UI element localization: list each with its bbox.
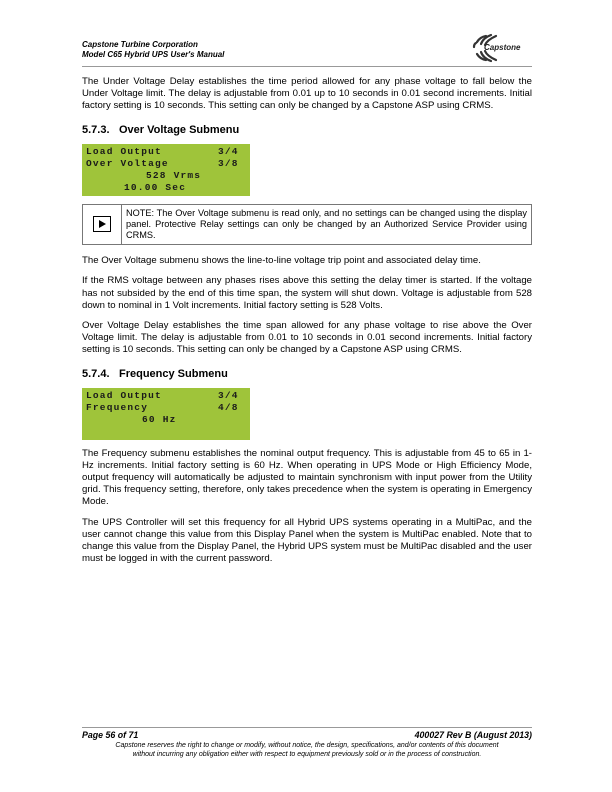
lcd-row: 10.00 Sec <box>124 181 187 193</box>
section-heading-frequency <box>82 368 532 380</box>
section-title: Over Voltage Submenu <box>119 123 240 136</box>
footer-rule <box>82 727 532 728</box>
body-paragraph: The Frequency submenu establishes the nominal output frequency. This is adjustable from 45 to 65 in 1-Hz increments. Initial factory setting is 60 Hz. When operating in UPS Mode or High Efficiency Mode, output frequency will automatically be adjusted to maintain synchronism with input power from the Utility grid. This frequency setting, therefore, only takes precedence when the system is operating in Emergency Mode. <box>82 447 532 508</box>
page-footer <box>82 730 532 740</box>
body-paragraph: The Over Voltage submenu shows the line-to-line voltage trip point and associated delay time. <box>82 255 481 267</box>
page-body <box>82 76 532 573</box>
page-header <box>82 40 532 60</box>
document-revision: 400027 Rev B (August 2013) <box>414 730 532 740</box>
capstone-logo <box>470 32 532 64</box>
intro-paragraph: The Under Voltage Delay establishes the time period allowed for any phase voltage to fall below the Under Voltage limit. The delay is adjustable from 0.01 up to 10 seconds in 0.01 second increments. Initial factory setting is 10 seconds. This setting can only be changed by a Capstone ASP using CRMS. <box>82 76 532 112</box>
lcd-value: 4/8 <box>218 401 239 413</box>
play-arrow-icon <box>93 216 111 232</box>
lcd-display-frequency <box>82 388 250 440</box>
lcd-row <box>82 158 250 170</box>
lcd-label: Over Voltage <box>86 157 169 169</box>
disclaimer-line: without incurring any obligation either with respect to equipment previously sold or in the process of construction. <box>132 751 482 758</box>
section-number: 5.7.4. <box>82 367 110 380</box>
section-heading-over-voltage <box>82 124 532 136</box>
logo-wordmark: Capstone <box>484 43 521 52</box>
note-box <box>82 204 532 246</box>
lcd-row-blank <box>82 426 250 438</box>
lcd-label: Load Output <box>86 145 162 157</box>
body-paragraph: If the RMS voltage between any phases rises above this setting the delay timer is started. If the voltage has not subsided by the end of this time span, the system will shut down. Voltage is adjustable from 528 down to nominal in 1 Volt increments. Initial factory setting is 528 Volts. <box>82 275 532 311</box>
disclaimer-line: Capstone reserves the right to change or modify, without notice, the design, specifications, and/or contents of this document <box>115 742 499 749</box>
page-number: Page 56 of 71 <box>82 730 139 740</box>
lcd-label: Load Output <box>86 389 162 401</box>
lcd-row <box>82 390 250 402</box>
header-company: Capstone Turbine Corporation <box>82 40 198 49</box>
note-icon-cell <box>83 205 122 245</box>
lcd-value: 3/4 <box>218 145 239 157</box>
lcd-label: Frequency <box>86 401 149 413</box>
lcd-display-over-voltage <box>82 144 250 196</box>
header-rule <box>82 66 532 67</box>
lcd-row: 60 Hz <box>142 413 177 425</box>
lcd-value: 3/4 <box>218 389 239 401</box>
lcd-row <box>82 146 250 158</box>
section-number: 5.7.3. <box>82 123 110 136</box>
footer-disclaimer <box>82 741 532 759</box>
body-paragraph: The UPS Controller will set this frequency for all Hybrid UPS systems operating in a MultiPac, and the user cannot change this value from this Display Panel when the system is MultiPac enabled. Note that to change this value from the Display Panel, the Hybrid UPS system must be MultiPac disabled and the user must be logged in with the current password. <box>82 516 532 565</box>
section-title: Frequency Submenu <box>119 367 228 380</box>
note-text: NOTE: The Over Voltage submenu is read only, and no settings can be changed using the display panel. Protective Relay settings can only be changed by an Authorized Service Provider using CRMS. <box>126 207 527 241</box>
lcd-row <box>82 402 250 414</box>
lcd-value: 3/8 <box>218 157 239 169</box>
body-paragraph: Over Voltage Delay establishes the time span allowed for any phase voltage to rise above the Over Voltage limit. The delay is adjustable from 0.01 to 10 seconds in 0.01 second increments. Initial factory setting is 10 seconds. This setting can only be changed by a Capstone ASP using CRMS. <box>82 320 532 356</box>
lcd-row: 528 Vrms <box>146 169 202 181</box>
header-manual-title: Model C65 Hybrid UPS User's Manual <box>82 50 225 59</box>
